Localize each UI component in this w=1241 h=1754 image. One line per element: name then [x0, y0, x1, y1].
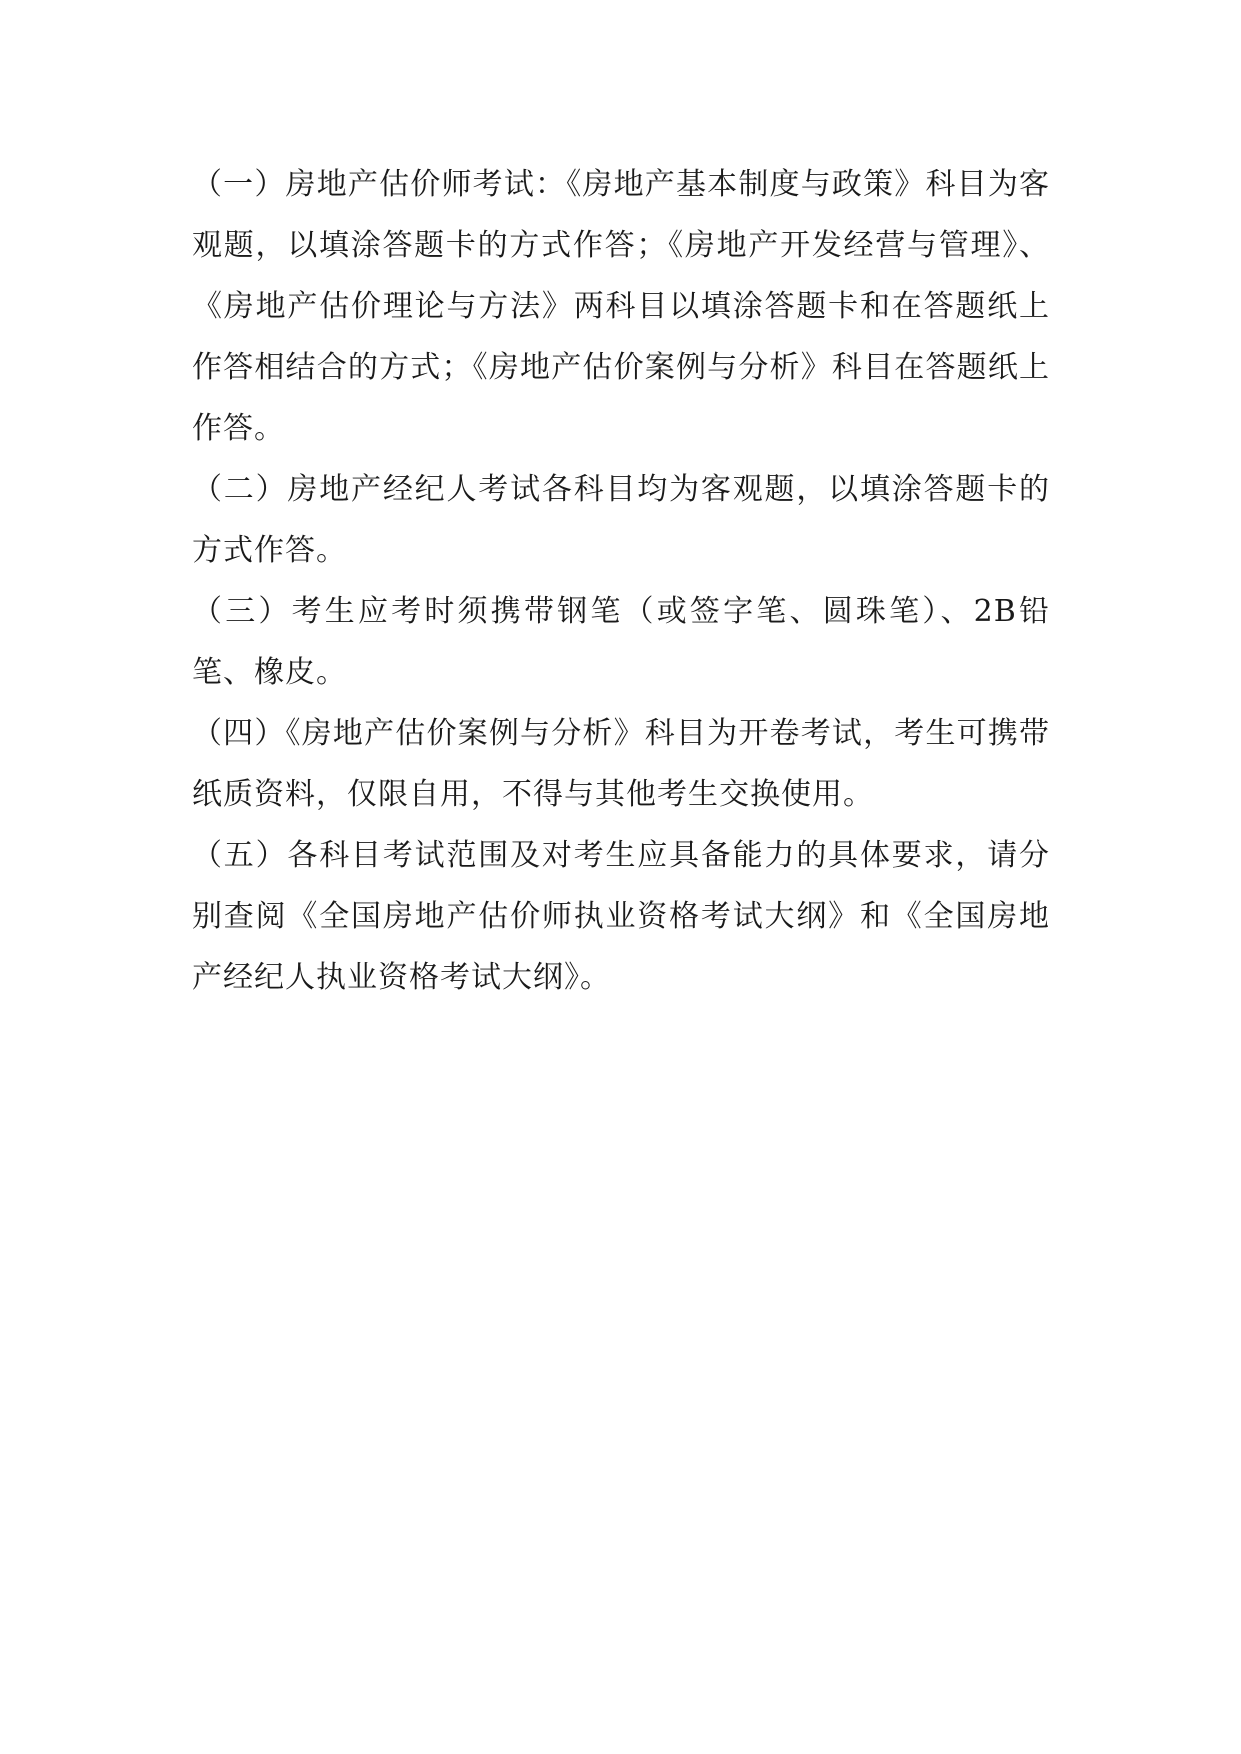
paragraph-1: （一）房地产估价师考试：《房地产基本制度与政策》科目为客观题，以填涂答题卡的方式作答；《房地产开发经营与管理》、《房地产估价理论与方法》两科目以填涂答题卡和在答题纸上作答相结合的方式；《房地产估价案例与分析》科目在答题纸上作答。 [192, 167, 1050, 446]
paragraph-5: （五）各科目考试范围及对考生应具备能力的具体要求，请分别查阅《全国房地产估价师执业资格考试大纲》和《全国房地产经纪人执业资格考试大纲》。 [192, 838, 1050, 995]
paragraph-2: （二）房地产经纪人考试各科目均为客观题，以填涂答题卡的方式作答。 [192, 472, 1050, 568]
document-body [192, 154, 1050, 1008]
paragraph-4: （四）《房地产估价案例与分析》科目为开卷考试，考生可携带纸质资料，仅限自用，不得与其他考生交换使用。 [192, 716, 1050, 812]
paragraph-3: （三）考生应考时须携带钢笔（或签字笔、圆珠笔）、2B铅笔、橡皮。 [192, 594, 1050, 690]
